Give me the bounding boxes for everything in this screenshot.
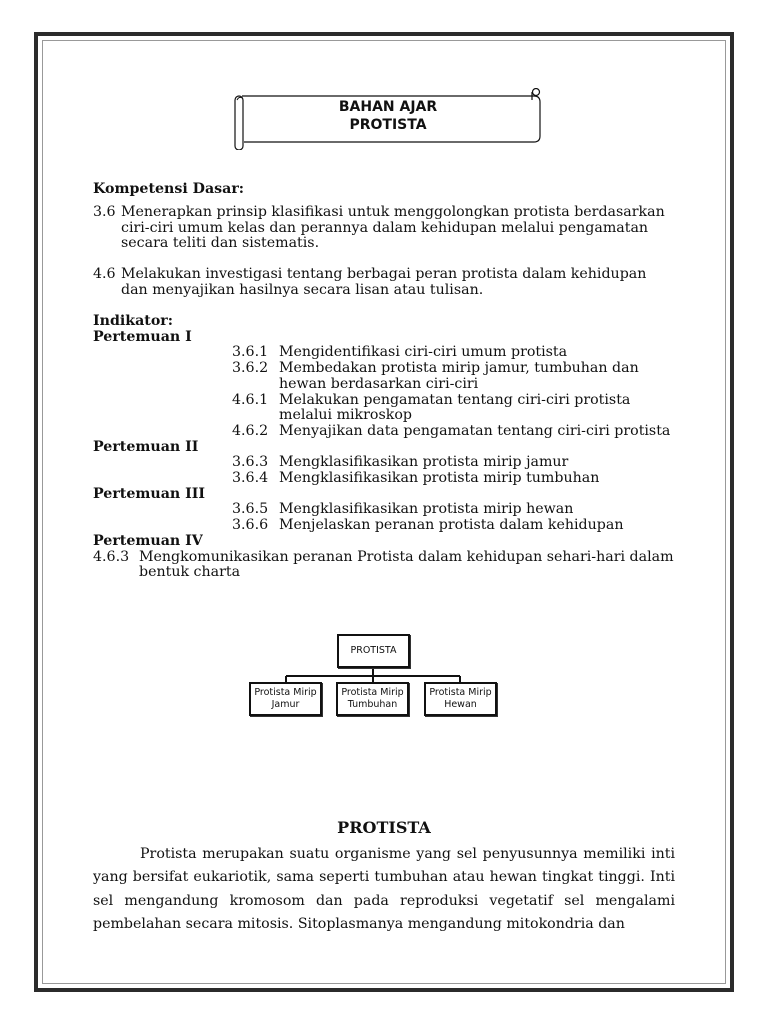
chart-child-line: Jamur [271,699,300,710]
indikator-num: 3.6.5 [232,501,269,518]
indikator-text: Menjelaskan peranan protista dalam kehidupan [279,517,624,534]
kd-item-line: ciri-ciri umum kelas dan perannya dalam kehidupan melalui pengamatan [121,219,649,236]
chart-root-node: PROTISTA [337,634,410,668]
indikator-text: Mengidentifikasi ciri-ciri umum protista [279,344,568,361]
protista-chart [245,630,505,722]
pertemuan-2: Pertemuan II [93,438,199,455]
indikator-num: 4.6.1 [232,391,269,408]
pertemuan-4: Pertemuan IV [93,532,203,549]
indikator-num: 3.6.2 [232,360,269,377]
chart-child-node [424,682,497,716]
title-banner [234,88,542,150]
kd-item-line: secara teliti dan sistematis. [121,235,320,252]
indikator-num: 3.6.4 [232,470,269,486]
indikator-num: 4.6.2 [232,422,269,439]
indikator-text: bentuk charta [139,564,241,581]
indikator-num: 3.6.6 [232,517,269,534]
kd-item-line: Melakukan investigasi tentang berbagai peran protista dalam kehidupan [121,266,647,282]
kd-item-line: Menerapkan prinsip klasifikasi untuk menggolongkan protista berdasarkan [121,204,665,220]
chart-child-line: Tumbuhan [347,699,398,710]
chart-child-line: Protista Mirip [429,687,492,698]
chart-child-line: Protista Mirip [341,687,404,698]
section-paragraph: Protista merupakan suatu organisme yang sel penyusunnya memiliki inti yang bersifat eukariotik, sama seperti tumbuhan atau hewan tingkat tinggi. Inti sel mengandung kromosom dan pada reproduksi vegetatif sel mengalami pembelahan secara mitosis. Sitoplasmanya mengandung mitokondria dan [93,846,675,932]
indikator-text: Mengklasifikasikan protista mirip hewan [279,501,574,518]
indikator-text: Mengklasifikasikan protista mirip jamur [279,454,569,471]
pertemuan-3: Pertemuan III [93,485,206,502]
chart-child-node [336,682,409,716]
kd-item-num: 3.6 [93,204,116,220]
indikator-text: Mengklasifikasikan protista mirip tumbuhan [279,470,600,486]
kd-item-num: 4.6 [93,266,116,282]
banner-line2: PROTISTA [349,117,427,133]
indikator-text: melalui mikroskop [279,407,412,424]
indikator-text: Mengkomunikasikan peranan Protista dalam kehidupan sehari-hari dalam [139,548,674,565]
indikator-text: hewan berdasarkan ciri-ciri [279,375,479,392]
section-title: PROTISTA [337,818,431,837]
indikator-text: Melakukan pengamatan tentang ciri-ciri protista [279,391,631,408]
indikator-num: 3.6.3 [232,454,269,471]
indikator-num: 4.6.3 [93,548,130,565]
pertemuan-1: Pertemuan I [93,328,192,345]
indikator-text: Membedakan protista mirip jamur, tumbuhan dan [279,360,639,377]
chart-child-line: Protista Mirip [254,687,317,698]
banner-line1: BAHAN AJAR [338,99,438,115]
chart-child-node [249,682,322,716]
kd-item-line: dan menyajikan hasilnya secara lisan atau tulisan. [121,281,484,298]
indikator-num: 3.6.1 [232,344,269,361]
chart-child-line: Hewan [444,699,477,710]
kd-heading: Kompetensi Dasar: [93,181,245,197]
indikator-heading: Indikator: [93,313,174,329]
banner-title [234,98,542,134]
indikator-text: Menyajikan data pengamatan tentang ciri-ciri protista [279,422,671,439]
